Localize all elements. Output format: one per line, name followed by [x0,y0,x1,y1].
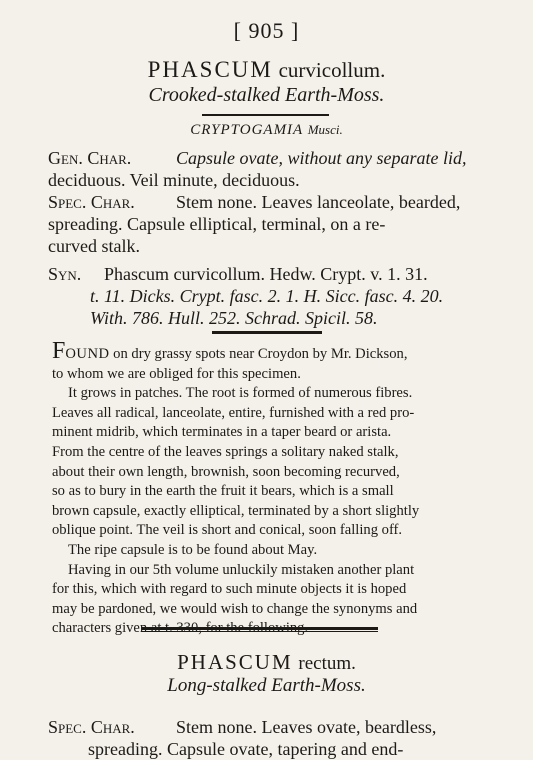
spec-char-label: Spec. Char. [48,192,135,212]
description-line: oblique point. The veil is short and conical, soon falling off. [52,522,403,539]
description-line: brown capsule, exactly elliptical, terminated by a short slightly [52,502,420,519]
description-line: The ripe capsule is to be found about May. [68,541,318,558]
divider [212,331,322,334]
gen-char-line [48,169,488,191]
gen-char-text-2: deciduous. Veil minute, deciduous. [48,170,300,190]
species-title [0,649,533,675]
gen-char-line [48,147,488,169]
class-name: CRYPTOGAMIA [190,122,303,138]
common-name: Crooked-stalked Earth-Moss. [148,84,385,106]
description-text [52,338,492,639]
species-title [0,57,533,83]
spec-char-line [48,716,488,738]
spec-char-text-1: Stem none. Leaves lanceolate, bearded, [176,192,461,212]
common-name: Long-stalked Earth-Moss. [167,675,366,696]
genus-name: PHASCUM [147,57,273,82]
description-line: to whom we are obliged for this specimen. [52,365,301,382]
description-line-text: on dry grassy spots near Croydon by Mr. Dickson, [109,346,408,362]
spec-char-text-2: spreading. Capsule ovate, tapering and end- [88,739,404,759]
description-line: may be pardoned, we would wish to change the synonyms and [52,600,418,617]
spec-char-line [48,235,488,257]
characters-block [48,147,488,329]
syn-text-1: Phascum curvicollum. Hedw. Crypt. v. 1. 31. [104,264,428,284]
species-name: curvicollum. [278,58,386,82]
syn-line [48,285,488,307]
gen-char-text-1: Capsule ovate, without any separate lid, [176,148,467,168]
section-divider [142,627,378,632]
description-line: Leaves all radical, lanceolate, entire, furnished with a red pro- [52,404,415,421]
drop-cap: F [52,338,66,364]
description-line: From the centre of the leaves springs a solitary naked stalk, [52,443,399,460]
spec-char-text-3: curved stalk. [48,236,140,256]
species-name: rectum. [298,653,356,674]
order-name: Musci. [307,122,343,137]
divider [202,114,329,116]
page-number: [ 905 ] [233,18,300,43]
description-line: It grows in patches. The root is formed of numerous fibres. [68,385,413,402]
characters-block [48,716,488,760]
classification [0,122,533,139]
spec-char-line [48,213,488,235]
description-line: about their own length, brownish, soon becoming recurved, [52,463,400,480]
spec-char-label: Spec. Char. [48,717,135,737]
description-line: so as to bury in the earth the fruit it bears, which is a small [52,483,394,500]
syn-line [48,307,488,329]
syn-text-2: t. 11. Dicks. Crypt. fasc. 2. 1. H. Sicc. fasc. 4. 20. [90,286,444,306]
spec-char-text-1: Stem none. Leaves ovate, beardless, [176,717,437,737]
syn-label: Syn. [48,264,82,284]
description-line: minent midrib, which terminates in a taper beard or arista. [52,424,392,441]
description-line: Having in our 5th volume unluckily mistaken another plant [68,561,415,578]
gen-char-label: Gen. Char. [48,148,132,168]
description-line [52,338,492,365]
description-line: for this, which with regard to such minute objects it is hoped [52,581,407,598]
syn-text-3: With. 786. Hull. 252. Schrad. Spicil. 58. [90,308,378,328]
spec-char-text-2: spreading. Capsule elliptical, terminal, on a re- [48,214,386,234]
syn-line [48,263,488,285]
spec-char-line [48,191,488,213]
genus-name: PHASCUM [177,650,293,674]
spec-char-line [48,738,488,760]
lead-word: OUND [65,346,110,362]
description-line: characters given at t. 330, for the following. [52,620,309,637]
